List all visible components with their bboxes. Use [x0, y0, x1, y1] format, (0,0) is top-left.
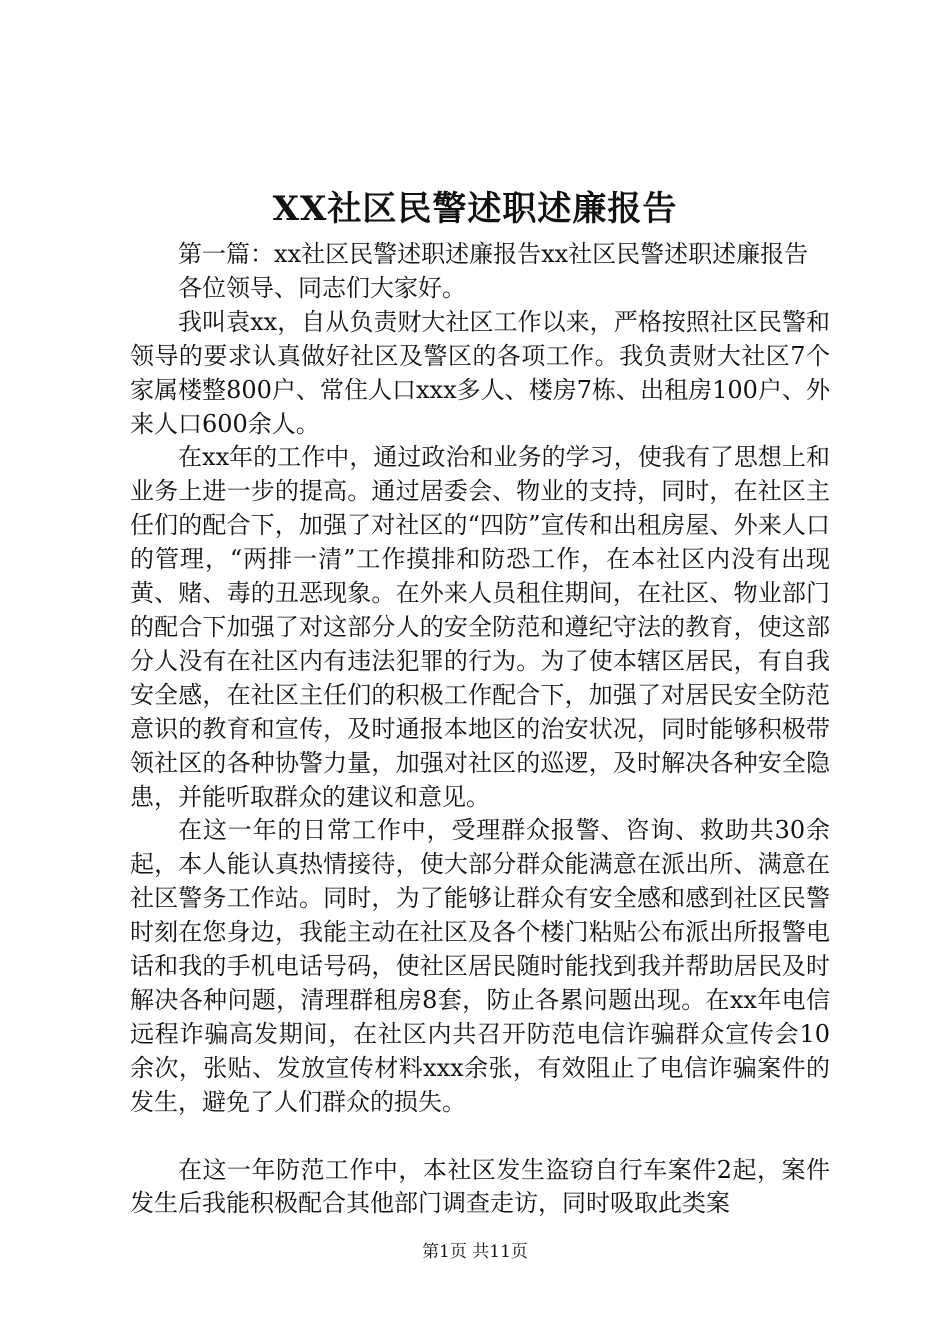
paragraph-intro: 我叫袁xx，自从负责财大社区工作以来，严格按照社区民警和领导的要求认真做好社区及警区的各项工作。我负责财大社区7个家属楼整800户、常住人口xxx多人、楼房7栋、出租房100户、外来人口600余人。	[130, 307, 830, 438]
paragraph-daily: 在这一年的日常工作中，受理群众报警、咨询、救助共30余起，本人能认真热情接待，使大部分群众能满意在派出所、满意在社区警务工作站。同时，为了能够让群众有安全感和感到社区民警时刻在您身边，我能主动在社区及各个楼门粘贴公布派出所报警电话和我的手机电话号码，使社区居民随时能找到我并帮助居民及时解决各种问题，清理群租房8套，防止各累问题出现。在xx年电信远程诈骗高发期间，在社区内共召开防范电信诈骗群众宣传会10余次，张贴、发放宣传材料xxx余张，有效阻止了电信诈骗案件的发生，避免了人们群众的损失。	[130, 816, 830, 1116]
paragraph-prevention: 在这一年防范工作中，本社区发生盗窃自行车案件2起，案件发生后我能积极配合其他部门调查走访，同时吸取此类案	[130, 1155, 830, 1218]
document-body	[130, 238, 830, 1221]
document-title: XX社区民警述职述廉报告	[272, 189, 678, 229]
paragraph-work: 在xx年的工作中，通过政治和业务的学习，使我有了思想上和业务上进一步的提高。通过居委会、物业的支持，同时，在社区主任们的配合下，加强了对社区的“四防”宣传和出租房屋、外来人口的管理，“两排一清”工作摸排和防恐工作，在本社区内没有出现黄、赌、毒的丑恶现象。在外来人员租住期间，在社区、物业部门的配合下加强了对这部分人的安全防范和遵纪守法的教育，使这部分人没有在社区内有违法犯罪的行为。为了使本辖区居民，有自我安全感，在社区主任们的积极工作配合下，加强了对居民安全防范意识的教育和宣传，及时通报本地区的治安状况，同时能够积极带领社区的各种协警力量，加强对社区的巡逻，及时解决各种安全隐患，并能听取群众的建议和意见。	[130, 443, 830, 811]
paragraph-greeting: 各位领导、同志们大家好。	[178, 273, 466, 302]
paragraph-heading: 第一篇：xx社区民警述职述廉报告xx社区民警述职述廉报告	[178, 240, 809, 268]
page-footer: 第1页 共11页	[422, 1242, 528, 1262]
